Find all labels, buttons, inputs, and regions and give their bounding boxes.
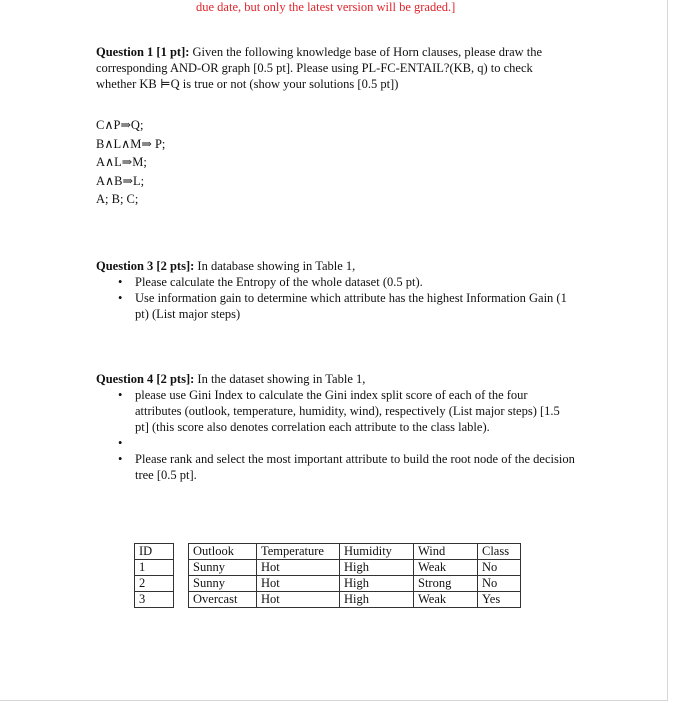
table-header-row [135, 544, 521, 560]
cell-outlook: Sunny [189, 576, 257, 592]
bullet-icon: • [118, 452, 123, 466]
clause-4: A∧B⇒L; [96, 173, 145, 188]
question-1-text: Given the following knowledge base of Horn clauses, please draw the corresponding AND-OR graph [0.5 pt]. Please using PL-FC-ENTAIL?(KB, q) to check whether KB ⊨Q is true or not (show your solutions [0.5 pt]) [96, 45, 543, 91]
cell-temperature: Hot [257, 560, 340, 576]
list-item-text: Use information gain to determine which attribute has the highest Information Gain (1 pt) (List major steps) [135, 291, 567, 321]
table-row [135, 560, 521, 576]
horn-clauses [96, 116, 165, 209]
cell-wind: Weak [414, 560, 478, 576]
cell-humidity: High [340, 576, 414, 592]
list-item [96, 451, 576, 483]
cell-id: 2 [135, 576, 174, 592]
list-item [96, 387, 576, 435]
header-wind: Wind [414, 544, 478, 560]
cell-humidity: High [340, 560, 414, 576]
list-item [96, 435, 576, 451]
question-4-intro: In the dataset showing in Table 1, [197, 372, 366, 386]
cell-class: Yes [478, 592, 521, 608]
cell-class: No [478, 560, 521, 576]
table-row [135, 576, 521, 592]
list-item-text: please use Gini Index to calculate the Gini index split score of each of the four attributes (outlook, temperature, humidity, wind), respectively (List major steps) [1.5 pt] (this score also denotes correlation each attribute to the class lable). [135, 388, 560, 434]
cell-id: 1 [135, 560, 174, 576]
bullet-icon: • [118, 436, 123, 450]
cell-temperature: Hot [257, 576, 340, 592]
header-temperature: Temperature [257, 544, 340, 560]
clause-3: A∧L⇒M; [96, 155, 147, 169]
question-3-list [96, 274, 576, 322]
top-note: due date, but only the latest version will be graded.] [196, 0, 456, 14]
cell-class: No [478, 576, 521, 592]
question-1-heading: Question 1 [1 pt]: [96, 45, 190, 59]
cell-wind: Weak [414, 592, 478, 608]
dataset-table [134, 543, 521, 608]
list-item-text: Please calculate the Entropy of the whole dataset (0.5 pt). [135, 275, 423, 289]
header-humidity: Humidity [340, 544, 414, 560]
cell-wind: Strong [414, 576, 478, 592]
cell-humidity: High [340, 592, 414, 608]
cell-outlook: Sunny [189, 560, 257, 576]
list-item-text: Please rank and select the most important attribute to build the root node of the decision tree [0.5 pt]. [135, 452, 575, 482]
list-item [96, 290, 576, 322]
list-item [96, 274, 576, 290]
question-1 [96, 44, 576, 92]
question-3 [96, 258, 576, 322]
clause-2: B∧L∧M⇒ P; [96, 136, 166, 151]
question-4-heading: Question 4 [2 pts]: [96, 372, 195, 386]
bullet-icon: • [118, 291, 123, 305]
cell-outlook: Overcast [189, 592, 257, 608]
header-class: Class [478, 544, 521, 560]
question-3-heading: Question 3 [2 pts]: [96, 259, 195, 273]
cell-id: 3 [135, 592, 174, 608]
cell-temperature: Hot [257, 592, 340, 608]
bullet-icon: • [118, 388, 123, 402]
header-id: ID [135, 544, 174, 560]
bullet-icon: • [118, 275, 123, 289]
question-3-intro: In database showing in Table 1, [197, 259, 356, 273]
clause-1: C∧P⇒Q; [96, 118, 144, 132]
table-row [135, 592, 521, 608]
question-4-list [96, 387, 576, 483]
question-4 [96, 371, 576, 483]
header-outlook: Outlook [189, 544, 257, 560]
clause-5: A; B; C; [96, 192, 139, 206]
